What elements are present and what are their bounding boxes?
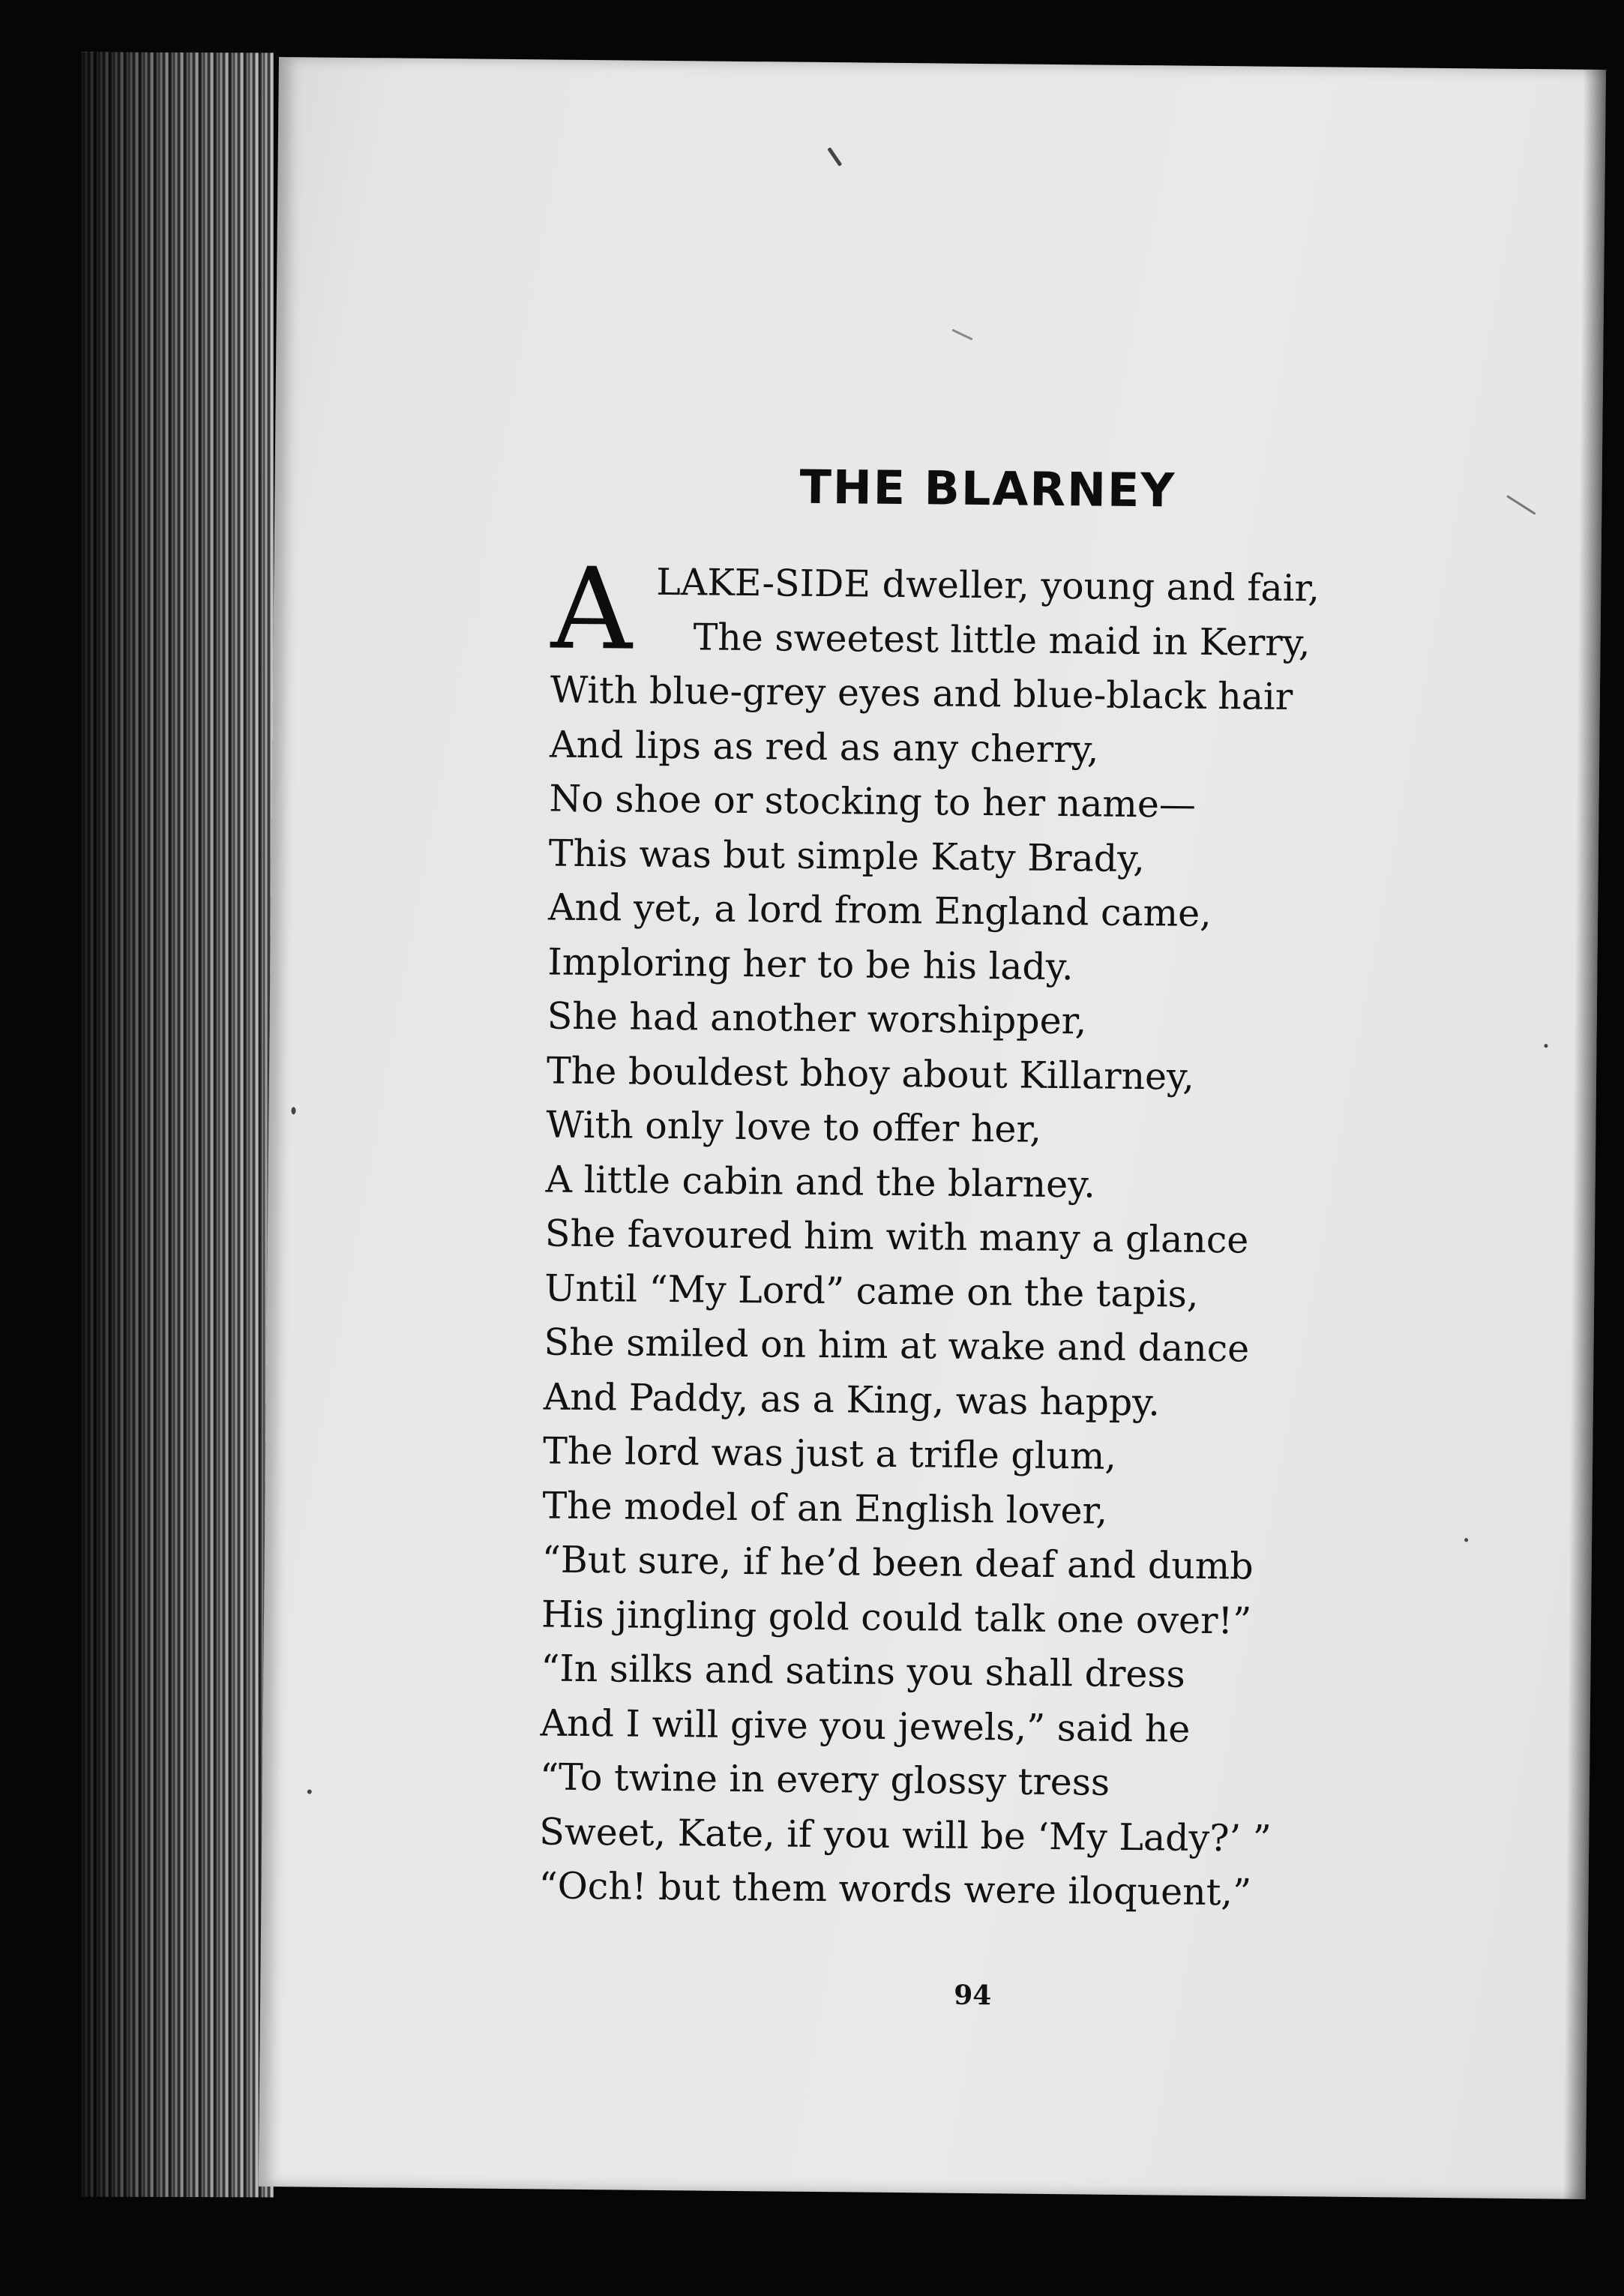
poem-line: And yet, a lord from England came, xyxy=(547,886,1212,935)
poem-line: The bouldest bhoy about Killarney, xyxy=(546,1048,1195,1099)
poem-line: With only love to offer her, xyxy=(546,1103,1042,1151)
poem-line: The sweetest little maid in Kerry, xyxy=(693,615,1311,664)
poem-line: His jingling gold could talk one over!” xyxy=(541,1592,1252,1643)
paper-speck xyxy=(1506,495,1536,515)
poem-line: “Och! but them words were iloquent,” xyxy=(538,1864,1252,1914)
paper-speck xyxy=(951,328,972,340)
poem-line: She smiled on him at wake and dance xyxy=(544,1320,1250,1371)
poem-title: THE BLARNEY xyxy=(799,459,1176,518)
poem-line: “To twine in every glossy tress xyxy=(539,1755,1110,1804)
poem-line: “But sure, if he’d been deaf and dumb xyxy=(541,1538,1254,1588)
paper-speck xyxy=(307,1789,312,1794)
first-line-text: LAKE-SIDE dweller, young and fair, xyxy=(656,560,1320,610)
book-gutter-shadow xyxy=(79,52,274,2197)
poem-line: And Paddy, as a King, was happy. xyxy=(543,1374,1161,1424)
poem-line: “In silks and satins you shall dress xyxy=(541,1647,1186,1696)
poem-line: And I will give you jewels,” said he xyxy=(540,1701,1191,1751)
poem-line: And lips as red as any cherry, xyxy=(549,723,1099,772)
drop-cap: A xyxy=(550,544,634,676)
poem-body xyxy=(538,544,1451,1923)
poem-line: The model of an English lover, xyxy=(542,1483,1108,1533)
paper-speck xyxy=(291,1107,295,1114)
poem-line: Until “My Lord” came on the tapis, xyxy=(544,1266,1199,1316)
paper-speck xyxy=(827,147,842,166)
poem-line: This was but simple Katy Brady, xyxy=(548,832,1146,880)
poem-line: Sweet, Kate, if you will be ‘My Lady?’ ” xyxy=(539,1809,1272,1860)
poem-line: No shoe or stocking to her name— xyxy=(549,777,1197,826)
book-page xyxy=(259,57,1606,2199)
poem-line: A little cabin and the blarney. xyxy=(545,1157,1096,1206)
paper-speck xyxy=(1464,1538,1468,1542)
poem-line: Imploring her to be his lady. xyxy=(547,940,1074,988)
paper-speck xyxy=(1544,1044,1548,1048)
poem-line: She favoured him with many a glance xyxy=(544,1212,1249,1262)
poem-line: With blue-grey eyes and blue-black hair xyxy=(550,668,1293,719)
page-number: 94 xyxy=(954,1979,992,2012)
poem-line: She had another worshipper, xyxy=(547,994,1087,1043)
page-text-block xyxy=(259,57,1606,2199)
poem-line: The lord was just a trifle glum, xyxy=(542,1429,1117,1478)
